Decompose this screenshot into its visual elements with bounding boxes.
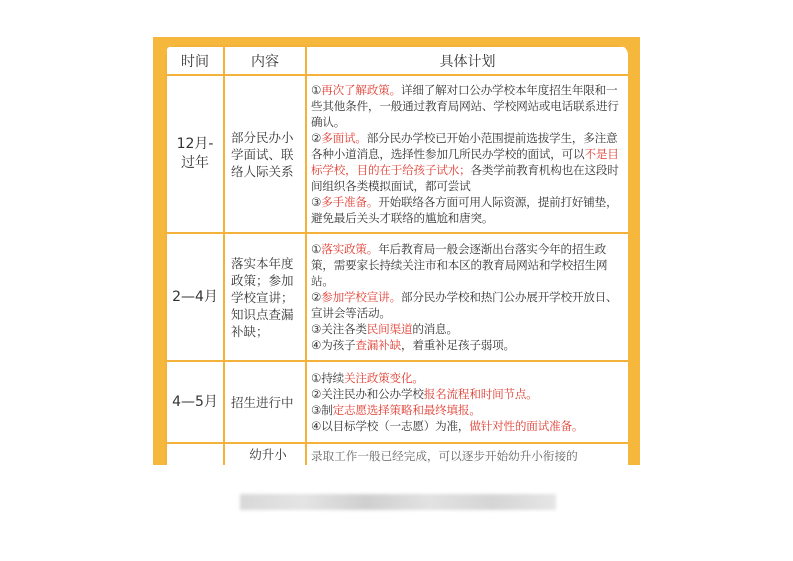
row-plan: [306, 361, 628, 443]
row-plan: [306, 75, 628, 233]
row-content: [224, 443, 306, 465]
plan-text: ①: [311, 83, 322, 97]
plan-item: [311, 402, 624, 418]
plan-text: 部分民办学校已开始小范围提前选拔学生，多注意各种小道消息，选择性参加几所民办学校的面试，可以: [311, 131, 618, 161]
row-time: [166, 75, 224, 233]
plan-item: [311, 241, 624, 289]
plan-item: [311, 386, 624, 402]
plan-highlight: 查漏补缺: [355, 338, 401, 352]
plan-text: ②关注民办和公办学校: [311, 387, 424, 401]
plan-text: ③关注各类: [311, 322, 367, 336]
plan-text: 的消息。: [412, 322, 458, 336]
table-row-partial: [166, 443, 628, 465]
plan-highlight: 关注政策变化。: [343, 371, 424, 385]
plan-item: [311, 337, 624, 353]
schedule-table-panel: [165, 45, 628, 465]
plan-text: ②: [311, 290, 322, 304]
plan-text: ②: [311, 131, 322, 145]
schedule-table: [165, 45, 628, 465]
table-row: [166, 233, 628, 361]
plan-text: ①持续: [311, 371, 344, 385]
plan-highlight: 不是目标学校，目的在于给孩子试水；: [311, 147, 619, 177]
row-content: [224, 233, 306, 361]
header-plan: 具体计划: [306, 46, 628, 75]
row-plan: [306, 443, 628, 465]
plan-text: 部分民办学校和热门公办展开学校开放日、宣讲会等活动。: [311, 290, 618, 320]
header-content: 内容: [224, 46, 306, 75]
blurred-caption: [240, 494, 556, 510]
table-row: [166, 361, 628, 443]
row-content-text: 部分民办小学面试、联络人际关系: [231, 129, 294, 179]
row-time-text: 4—5月: [172, 393, 218, 410]
plan-item: [311, 130, 624, 194]
plan-highlight: 再次了解政策。: [321, 83, 401, 97]
row-content: [224, 361, 306, 443]
schedule-card: [153, 37, 640, 465]
row-time: [166, 361, 224, 443]
row-content-text: 招生进行中: [231, 394, 294, 410]
plan-highlight: 参加学校宣讲。: [321, 290, 401, 304]
plan-text: 年后教育局一般会逐渐出台落实今年的招生政策，需要家长持续关注市和本区的教育局网站和学校招生网站。: [311, 242, 608, 288]
plan-text: ，着重补足孩子弱项。: [400, 338, 515, 352]
table-header-row: [166, 46, 628, 75]
row-time: [166, 233, 224, 361]
row-content-text: 落实本年度政策；参加学校宣讲；知识点查漏补缺；: [231, 255, 294, 339]
plan-item: [311, 289, 624, 321]
plan-text: ④为孩子: [311, 338, 356, 352]
plan-text: 开始联络各方面可用人际资源，提前打好铺垫，避免最后关头才联络的尴尬和唐突。: [311, 195, 618, 225]
plan-highlight: 报名流程和时间节点。: [423, 387, 538, 401]
plan-highlight: 做针对性的面试准备。: [469, 419, 584, 433]
plan-text: ①: [311, 242, 322, 256]
row-time-text: 2—4月: [172, 288, 218, 305]
plan-highlight: 多面试。: [321, 131, 367, 145]
plan-item: [311, 321, 624, 337]
row-time-text: 12月-过年: [176, 136, 214, 171]
plan-item: [311, 194, 624, 226]
plan-item: [311, 370, 624, 386]
header-time: 时间: [166, 46, 224, 75]
plan-text: ③: [311, 195, 322, 209]
plan-item: [311, 418, 624, 434]
plan-item: [311, 82, 624, 130]
plan-highlight: 定志愿选择策略和最终填报。: [332, 403, 481, 417]
plan-text: ③制: [311, 403, 333, 417]
row-plan: [306, 233, 628, 361]
row-content: [224, 75, 306, 233]
row-content-text: 幼升小: [249, 447, 287, 462]
row-time: [166, 443, 224, 465]
plan-text: 录取工作一般已经完成，可以逐步开始幼升小衔接的: [311, 449, 578, 463]
plan-highlight: 多手准备。: [321, 195, 379, 209]
plan-text: 详细了解对口公办学校本年度招生年限和一些其他条件，一般通过教育局网站、学校网站或电话联系进行确认。: [311, 83, 619, 129]
plan-highlight: 落实政策。: [321, 242, 379, 256]
table-row: [166, 75, 628, 233]
plan-highlight: 民间渠道: [366, 322, 413, 336]
plan-text: 各类学前教育机构也在这段时间组织各类模拟面试，都可尝试: [311, 163, 619, 193]
plan-text: ④以目标学校（一志愿）为准，: [311, 419, 470, 433]
